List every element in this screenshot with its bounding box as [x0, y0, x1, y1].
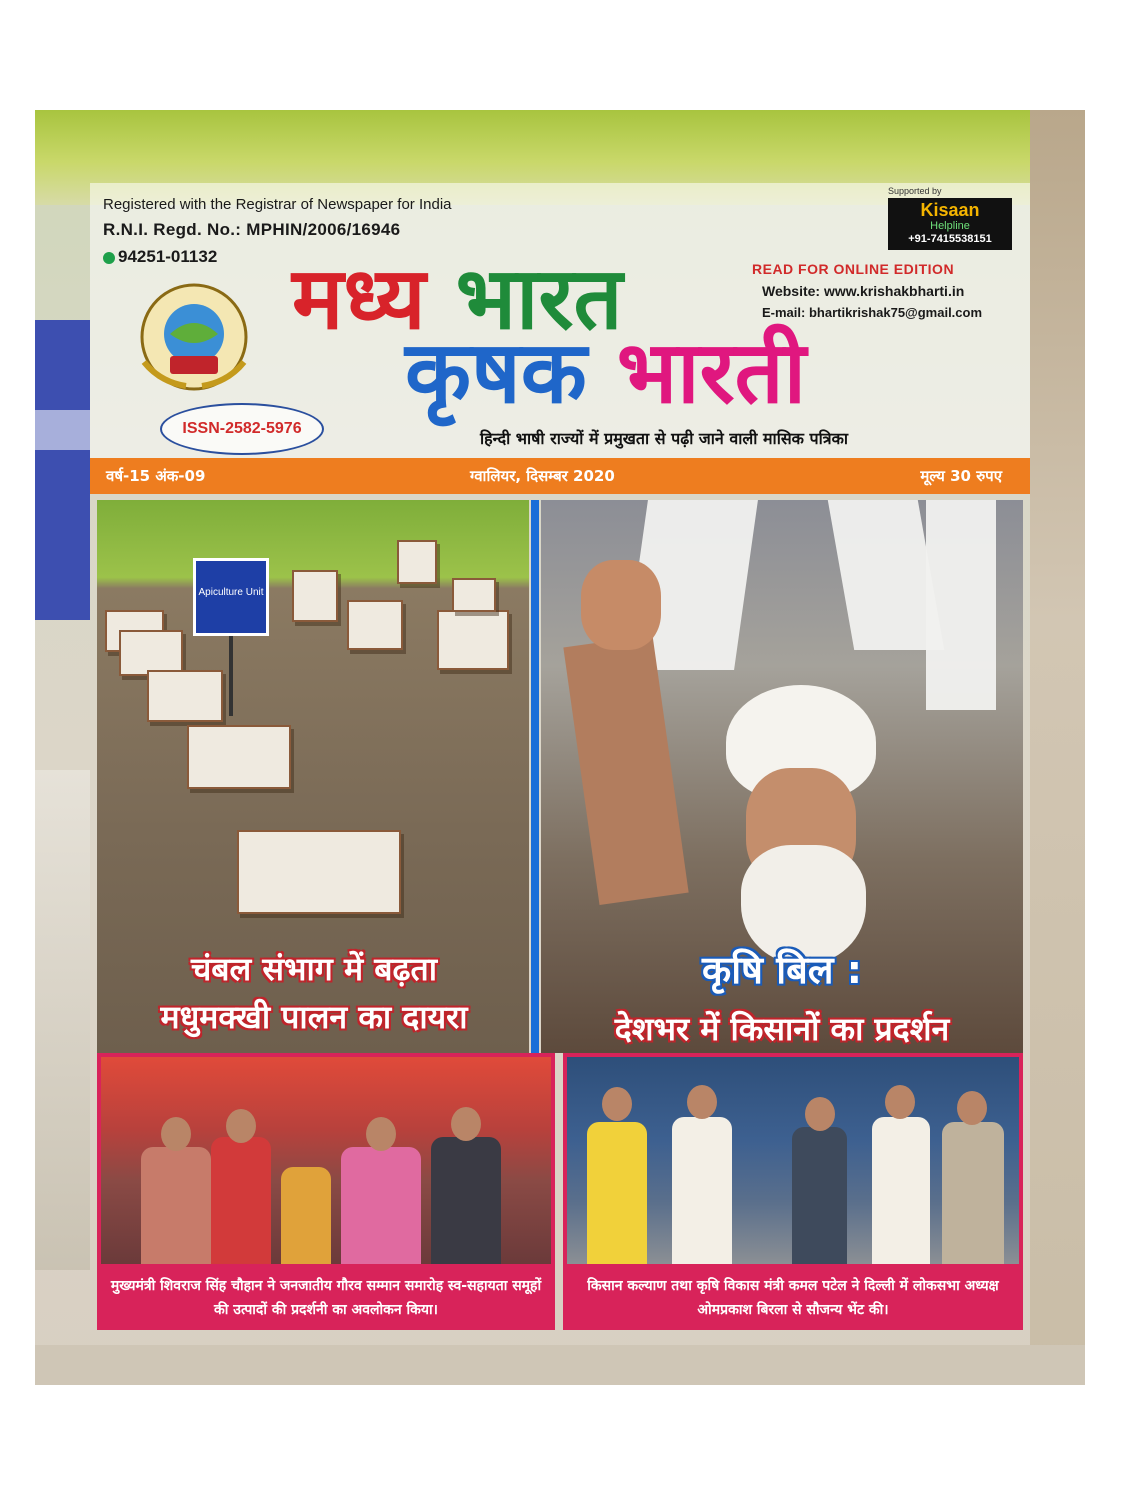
minister-meeting-caption: किसान कल्याण तथा कृषि विकास मंत्री कमल पटेल ने दिल्ली में लोकसभा अध्यक्ष ओमप्रकाश बिरला से सौजन्य भेंट की। [563, 1268, 1023, 1330]
kisaan-helpline-text: Helpline [930, 220, 970, 232]
person-head [602, 1087, 632, 1121]
supported-by-label: Supported by [888, 186, 942, 196]
beehive [292, 570, 338, 622]
apiculture-sign: Apiculture Unit [193, 558, 269, 636]
rni-number: R.N.I. Regd. No.: MPHIN/2006/16946 [103, 220, 401, 239]
volume-issue: वर्ष-15 अंक-09 [106, 467, 206, 485]
beehive [187, 725, 291, 789]
farm-bill-subheadline: देशभर में किसानों का प्रदर्शन [614, 1010, 950, 1048]
person [141, 1147, 211, 1268]
title-word-madhya: मध्य [292, 249, 426, 349]
background-ground [35, 1345, 1085, 1385]
beehive [147, 670, 223, 722]
phone-text: 94251-01132 [118, 247, 218, 266]
masthead-title-line2 [405, 323, 806, 423]
cm-exhibition-photo [97, 1053, 555, 1268]
kisaan-helpline-logo [888, 198, 1012, 250]
price: मूल्य 30 रुपए [920, 467, 1002, 485]
person-head [226, 1109, 256, 1143]
raised-arm [563, 635, 688, 905]
email-link[interactable]: E-mail: bhartikrishak75@gmail.com [762, 305, 983, 320]
person [672, 1117, 732, 1268]
background-frame [1030, 110, 1085, 1385]
emblem-seal-icon [130, 282, 258, 392]
issue-info-bar [90, 458, 1030, 494]
issn-badge: ISSN-2582-5976 [160, 403, 324, 455]
panel-divider [531, 500, 539, 1053]
person [211, 1137, 271, 1268]
person [587, 1122, 647, 1268]
person [431, 1137, 501, 1268]
protest-flag [926, 500, 996, 710]
title-word-krishak: कृषक [405, 323, 587, 423]
person [281, 1167, 331, 1268]
background-hive [35, 770, 90, 1270]
sign-post [229, 636, 233, 716]
person-head [805, 1097, 835, 1131]
phone-number [103, 247, 217, 267]
person [792, 1127, 847, 1268]
person-head [366, 1117, 396, 1151]
place-date: ग्वालियर, दिसम्बर 2020 [470, 467, 615, 485]
person-head [687, 1085, 717, 1119]
beehive [347, 600, 403, 650]
website-link[interactable]: Website: www.krishakbharti.in [762, 283, 965, 299]
beekeeping-headline [104, 945, 524, 1041]
person-head [957, 1091, 987, 1125]
person-head [885, 1085, 915, 1119]
beehive [397, 540, 437, 584]
beekeeping-headline-line2: मधुमक्खी पालन का दायरा [160, 998, 468, 1036]
title-word-bharat: भारत [455, 249, 623, 349]
person-head [451, 1107, 481, 1141]
kisaan-phone: +91-7415538151 [908, 233, 992, 245]
online-edition-label: READ FOR ONLINE EDITION [752, 261, 955, 277]
title-word-bharti: भारती [616, 323, 806, 423]
background-sign [35, 320, 90, 620]
kisaan-brand: Kisaan [920, 200, 980, 220]
whatsapp-icon [103, 252, 115, 264]
cm-exhibition-caption: मुख्यमंत्री शिवराज सिंह चौहान ने जनजातीय गौरव सम्मान समारोह स्व-सहायता समूहों की उत्पादों की प्रदर्शनी का अवलोकन किया। [97, 1268, 555, 1330]
beehive [452, 578, 496, 612]
person-head [161, 1117, 191, 1151]
masthead-tagline: हिन्दी भाषी राज्यों में प्रमुखता से पढ़ी जाने वाली मासिक पत्रिका [480, 429, 849, 448]
minister-meeting-photo [563, 1053, 1023, 1268]
beekeeping-headline-line1: चंबल संभाग में बढ़ता [190, 950, 438, 988]
raised-fist [581, 560, 661, 650]
person [341, 1147, 421, 1268]
farm-bill-headline: कृषि बिल : [702, 948, 862, 992]
person [872, 1117, 930, 1268]
person [942, 1122, 1004, 1268]
beehive [437, 610, 509, 670]
registration-line: Registered with the Registrar of Newspaper for India [103, 196, 452, 213]
background-sign-panel [35, 410, 90, 450]
beehive [237, 830, 401, 914]
